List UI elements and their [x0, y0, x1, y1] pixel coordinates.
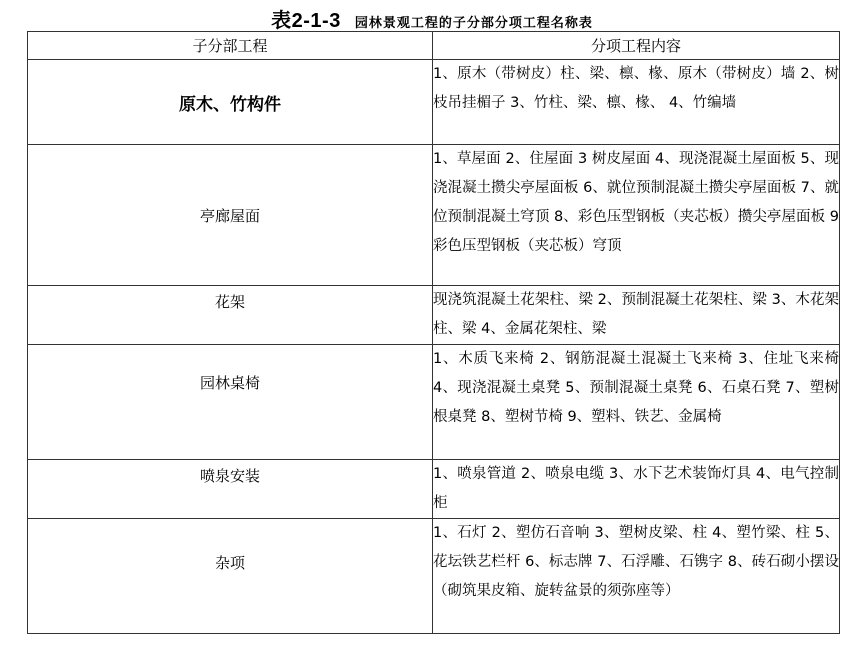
row-name: 花架 — [28, 286, 433, 345]
row-name: 杂项 — [28, 519, 433, 634]
row-content: 现浇筑混凝土花架柱、梁 2、预制混凝土花架柱、梁 3、木花架柱、梁 4、金属花架柱、梁 — [433, 286, 840, 345]
row-content: 1、石灯 2、塑仿石音响 3、塑树皮梁、柱 4、塑竹梁、柱 5、花坛铁艺栏杆 6、标志牌 7、石浮雕、石镌字 8、砖石砌小摆设（砌筑果皮箱、旋转盆景的须弥座等） — [433, 519, 840, 634]
column-header-subdivision: 子分部工程 — [28, 32, 433, 60]
row-content: 1、原木（带树皮）柱、梁、檩、椽、原木（带树皮）墙 2、树枝吊挂楣子 3、竹柱、梁、檩、椽、 4、竹编墙 — [433, 60, 840, 145]
column-header-items: 分项工程内容 — [433, 32, 840, 60]
table-row — [28, 286, 840, 345]
table-row — [28, 345, 840, 460]
table-row — [28, 519, 840, 634]
row-name: 亭廊屋面 — [28, 145, 433, 286]
row-name: 喷泉安装 — [28, 460, 433, 519]
row-name: 园林桌椅 — [28, 345, 433, 460]
table-row — [28, 60, 840, 145]
row-name: 原木、竹构件 — [28, 60, 433, 145]
table-row — [28, 460, 840, 519]
row-content: 1、喷泉管道 2、喷泉电缆 3、水下艺术装饰灯具 4、电气控制柜 — [433, 460, 840, 519]
row-content: 1、木质飞来椅 2、钢筋混凝土混凝土飞来椅 3、住址飞来椅 4、现浇混凝土桌凳 5、预制混凝土桌凳 6、石桌石凳 7、塑树根桌凳 8、塑树节椅 9、塑料、铁艺、金属椅 — [433, 345, 840, 460]
table-number: 表2-1-3 — [271, 10, 341, 32]
table-row — [28, 145, 840, 286]
project-name-table — [27, 31, 840, 634]
row-content: 1、草屋面 2、住屋面 3 树皮屋面 4、现浇混凝土屋面板 5、现浇混凝土攒尖亭屋面板 6、就位预制混凝土攒尖亭屋面板 7、就位预制混凝土穹顶 8、彩色压型钢板（夹芯板）攒尖亭屋面板 9 彩色压型钢板（夹芯板）穹顶 — [433, 145, 840, 286]
table-header-row — [28, 32, 840, 60]
table-caption — [0, 4, 864, 33]
table-title: 园林景观工程的子分部分项工程名称表 — [354, 16, 593, 31]
